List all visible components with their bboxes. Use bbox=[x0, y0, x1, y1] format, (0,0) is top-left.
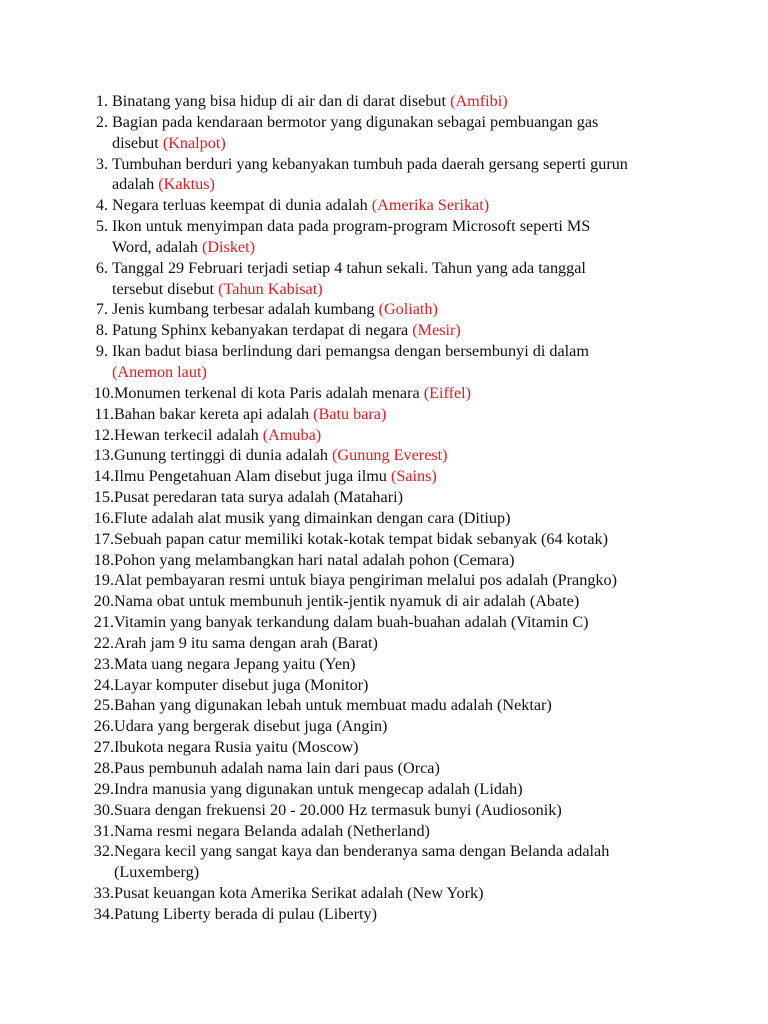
item-text bbox=[114, 529, 684, 550]
item-number: 34. bbox=[93, 904, 114, 923]
list-item bbox=[0, 612, 768, 633]
item-number: 3. bbox=[95, 154, 108, 173]
answer-text: (Amuba) bbox=[262, 425, 322, 444]
list-item bbox=[0, 466, 768, 487]
item-line bbox=[114, 862, 684, 883]
question-text: Tanggal 29 Februari terjadi setiap 4 tahun sekali. Tahun yang ada tanggal bbox=[112, 258, 586, 277]
item-number: 30. bbox=[93, 800, 114, 819]
item-number: 33. bbox=[93, 884, 114, 903]
item-line bbox=[114, 612, 684, 633]
item-number: 14. bbox=[93, 467, 114, 486]
question-text: Bahan bakar kereta api adalah bbox=[114, 404, 314, 423]
question-text: Layar komputer disebut juga (Monitor) bbox=[114, 675, 369, 694]
item-line bbox=[114, 591, 684, 612]
item-number: 23. bbox=[93, 654, 114, 673]
item-number: 5. bbox=[95, 217, 108, 236]
item-line bbox=[114, 675, 684, 696]
list-item bbox=[0, 91, 768, 112]
question-text: Gunung tertinggi di dunia adalah bbox=[114, 446, 333, 465]
item-line bbox=[114, 633, 684, 654]
item-text bbox=[112, 258, 682, 300]
question-text: Ibukota negara Rusia yaitu (Moscow) bbox=[114, 738, 359, 757]
item-number: 20. bbox=[93, 592, 114, 611]
item-text bbox=[114, 883, 684, 904]
item-text bbox=[114, 508, 684, 529]
question-text: Pohon yang melambangkan hari natal adalah pohon (Cemara) bbox=[114, 550, 515, 569]
item-text bbox=[114, 654, 684, 675]
item-number: 9. bbox=[95, 342, 108, 361]
question-text: Ikan badut biasa berlindung dari pemangsa dengan bersembunyi di dalam bbox=[112, 342, 589, 361]
question-text: Word, adalah bbox=[112, 237, 202, 256]
item-text bbox=[112, 320, 682, 341]
list-item bbox=[0, 716, 768, 737]
item-text bbox=[114, 821, 684, 842]
item-text bbox=[114, 487, 684, 508]
answer-text: (Knalpot) bbox=[162, 133, 226, 152]
question-text: Suara dengan frekuensi 20 - 20.000 Hz termasuk bunyi (Audiosonik) bbox=[114, 800, 562, 819]
list-item bbox=[0, 529, 768, 550]
list-item bbox=[0, 216, 768, 258]
list-item bbox=[0, 883, 768, 904]
item-text bbox=[112, 341, 682, 383]
list-item bbox=[0, 737, 768, 758]
document-page bbox=[0, 91, 768, 925]
question-text: Flute adalah alat musik yang dimainkan dengan cara (Ditiup) bbox=[114, 508, 511, 527]
question-text: Bagian pada kendaraan bermotor yang digunakan sebagai pembuangan gas bbox=[112, 112, 599, 131]
list-item bbox=[0, 591, 768, 612]
item-text bbox=[114, 466, 684, 487]
item-number: 22. bbox=[93, 633, 114, 652]
question-text: Nama resmi negara Belanda adalah (Netherland) bbox=[114, 821, 430, 840]
item-line bbox=[112, 320, 682, 341]
question-text: Pusat keuangan kota Amerika Serikat adalah (New York) bbox=[114, 884, 484, 903]
list-item bbox=[0, 675, 768, 696]
item-text bbox=[114, 633, 684, 654]
question-text: tersebut disebut bbox=[112, 279, 219, 298]
item-number: 26. bbox=[93, 717, 114, 736]
question-text: Mata uang negara Jepang yaitu (Yen) bbox=[114, 654, 356, 673]
item-line bbox=[112, 362, 682, 383]
item-number: 27. bbox=[93, 738, 114, 757]
item-line bbox=[114, 445, 684, 466]
question-text: Patung Sphinx kebanyakan terdapat di negara bbox=[112, 321, 413, 340]
item-line bbox=[114, 529, 684, 550]
question-list bbox=[0, 91, 768, 925]
item-line bbox=[114, 654, 684, 675]
item-number: 19. bbox=[93, 571, 114, 590]
list-item bbox=[0, 154, 768, 196]
question-text: Monumen terkenal di kota Paris adalah menara bbox=[114, 383, 424, 402]
question-text: Nama obat untuk membunuh jentik-jentik nyamuk di air adalah (Abate) bbox=[114, 592, 580, 611]
item-line bbox=[114, 404, 684, 425]
list-item bbox=[0, 299, 768, 320]
answer-text: (Disket) bbox=[201, 237, 255, 256]
answer-text: (Gunung Everest) bbox=[332, 446, 448, 465]
item-text bbox=[114, 404, 684, 425]
item-number: 1. bbox=[95, 92, 108, 110]
item-line bbox=[114, 425, 684, 446]
question-text: Indra manusia yang digunakan untuk mengecap adalah (Lidah) bbox=[114, 779, 523, 798]
item-number: 17. bbox=[93, 529, 114, 548]
question-text: Ilmu Pengetahuan Alam disebut juga ilmu bbox=[114, 467, 391, 486]
item-line bbox=[114, 487, 684, 508]
item-line bbox=[114, 779, 684, 800]
question-text: Sebuah papan catur memiliki kotak-kotak tempat bidak sebanyak (64 kotak) bbox=[114, 529, 609, 548]
list-item bbox=[0, 112, 768, 154]
list-item bbox=[0, 758, 768, 779]
item-line bbox=[112, 91, 682, 112]
item-number: 18. bbox=[93, 550, 114, 569]
item-text bbox=[114, 695, 684, 716]
item-text bbox=[114, 758, 684, 779]
item-text bbox=[112, 91, 682, 112]
list-item bbox=[0, 695, 768, 716]
question-text: Udara yang bergerak disebut juga (Angin) bbox=[114, 717, 388, 736]
question-text: Arah jam 9 itu sama dengan arah (Barat) bbox=[114, 633, 378, 652]
item-line bbox=[112, 341, 682, 362]
item-line bbox=[114, 550, 684, 571]
item-line bbox=[112, 154, 682, 175]
item-text bbox=[114, 904, 684, 925]
item-text bbox=[114, 737, 684, 758]
answer-text: (Goliath) bbox=[378, 300, 438, 319]
question-text: disebut bbox=[112, 133, 163, 152]
question-text: adalah bbox=[112, 175, 159, 194]
item-number: 6. bbox=[95, 258, 108, 277]
answer-text: (Amerika Serikat) bbox=[371, 196, 490, 215]
question-text: Hewan terkecil adalah bbox=[114, 425, 263, 444]
item-line bbox=[114, 883, 684, 904]
item-text bbox=[114, 425, 684, 446]
item-line bbox=[114, 570, 684, 591]
question-text: Pusat peredaran tata surya adalah (Matahari) bbox=[114, 488, 403, 507]
list-item bbox=[0, 841, 768, 883]
question-text: Tumbuhan berduri yang kebanyakan tumbuh pada daerah gersang seperti gurun bbox=[112, 154, 628, 173]
item-number: 29. bbox=[93, 779, 114, 798]
list-item bbox=[0, 320, 768, 341]
answer-text: (Tahun Kabisat) bbox=[218, 279, 323, 298]
item-number: 11. bbox=[94, 404, 114, 423]
list-item bbox=[0, 633, 768, 654]
list-item bbox=[0, 425, 768, 446]
item-line bbox=[114, 466, 684, 487]
list-item bbox=[0, 800, 768, 821]
item-line bbox=[112, 279, 682, 300]
item-line bbox=[112, 174, 682, 195]
item-number: 8. bbox=[95, 321, 108, 340]
item-line bbox=[114, 904, 684, 925]
item-number: 25. bbox=[93, 696, 114, 715]
item-text bbox=[112, 216, 682, 258]
item-number: 13. bbox=[93, 446, 114, 465]
list-item bbox=[0, 258, 768, 300]
item-text bbox=[112, 299, 682, 320]
item-number: 31. bbox=[93, 821, 114, 840]
item-text bbox=[114, 612, 684, 633]
item-number: 4. bbox=[95, 196, 108, 215]
item-number: 10. bbox=[93, 383, 114, 402]
item-number: 21. bbox=[93, 613, 114, 632]
item-number: 24. bbox=[93, 675, 114, 694]
question-text: Negara kecil yang sangat kaya dan benderanya sama dengan Belanda adalah bbox=[114, 842, 610, 861]
answer-text: (Sains) bbox=[390, 467, 437, 486]
list-item bbox=[0, 445, 768, 466]
question-text: Negara terluas keempat di dunia adalah bbox=[112, 196, 372, 215]
answer-text: (Batu bara) bbox=[313, 404, 387, 423]
list-item bbox=[0, 570, 768, 591]
item-text bbox=[114, 383, 684, 404]
list-item bbox=[0, 779, 768, 800]
item-number: 7. bbox=[95, 300, 108, 319]
answer-text: (Kaktus) bbox=[158, 175, 215, 194]
item-text bbox=[114, 445, 684, 466]
item-text bbox=[114, 841, 684, 883]
item-text bbox=[114, 675, 684, 696]
item-line bbox=[114, 508, 684, 529]
item-number: 15. bbox=[93, 488, 114, 507]
item-text bbox=[114, 779, 684, 800]
answer-text: (Amfibi) bbox=[450, 92, 508, 110]
question-text: Bahan yang digunakan lebah untuk membuat madu adalah (Nektar) bbox=[114, 696, 552, 715]
item-line bbox=[114, 695, 684, 716]
item-line bbox=[112, 195, 682, 216]
list-item bbox=[0, 383, 768, 404]
item-number: 28. bbox=[93, 759, 114, 777]
item-line bbox=[112, 299, 682, 320]
item-line bbox=[114, 821, 684, 842]
question-text: Jenis kumbang terbesar adalah kumbang bbox=[112, 300, 379, 319]
answer-text: (Mesir) bbox=[412, 321, 461, 340]
item-text bbox=[114, 800, 684, 821]
item-number: 16. bbox=[93, 508, 114, 527]
item-text bbox=[114, 591, 684, 612]
item-text bbox=[112, 154, 682, 196]
item-text bbox=[112, 195, 682, 216]
item-text bbox=[114, 550, 684, 571]
item-line bbox=[114, 758, 684, 779]
list-item bbox=[0, 904, 768, 925]
item-line bbox=[114, 383, 684, 404]
item-line bbox=[114, 841, 684, 862]
item-line bbox=[114, 737, 684, 758]
question-text: Patung Liberty berada di pulau (Liberty) bbox=[114, 904, 377, 923]
item-text bbox=[112, 112, 682, 154]
item-line bbox=[112, 216, 682, 237]
item-line bbox=[112, 258, 682, 279]
item-text bbox=[114, 570, 684, 591]
list-item bbox=[0, 821, 768, 842]
list-item bbox=[0, 487, 768, 508]
list-item bbox=[0, 404, 768, 425]
question-text: Binatang yang bisa hidup di air dan di darat disebut bbox=[112, 92, 451, 110]
item-line bbox=[114, 716, 684, 737]
answer-text: (Anemon laut) bbox=[112, 362, 207, 381]
item-line bbox=[112, 237, 682, 258]
list-item bbox=[0, 508, 768, 529]
item-line bbox=[112, 112, 682, 133]
question-text: Ikon untuk menyimpan data pada program-program Microsoft seperti MS bbox=[112, 217, 591, 236]
answer-text: (Eiffel) bbox=[423, 383, 472, 402]
item-text bbox=[114, 716, 684, 737]
question-text: Alat pembayaran resmi untuk biaya pengiriman melalui pos adalah (Prangko) bbox=[114, 571, 618, 590]
item-line bbox=[112, 133, 682, 154]
question-text: Vitamin yang banyak terkandung dalam buah-buahan adalah (Vitamin C) bbox=[114, 613, 589, 632]
question-text: Paus pembunuh adalah nama lain dari paus (Orca) bbox=[114, 759, 440, 777]
item-number: 2. bbox=[95, 112, 108, 131]
question-text: (Luxemberg) bbox=[114, 863, 200, 882]
item-number: 32. bbox=[93, 842, 114, 861]
list-item bbox=[0, 550, 768, 571]
item-line bbox=[114, 800, 684, 821]
item-number: 12. bbox=[93, 425, 114, 444]
list-item bbox=[0, 654, 768, 675]
list-item bbox=[0, 341, 768, 383]
list-item bbox=[0, 195, 768, 216]
